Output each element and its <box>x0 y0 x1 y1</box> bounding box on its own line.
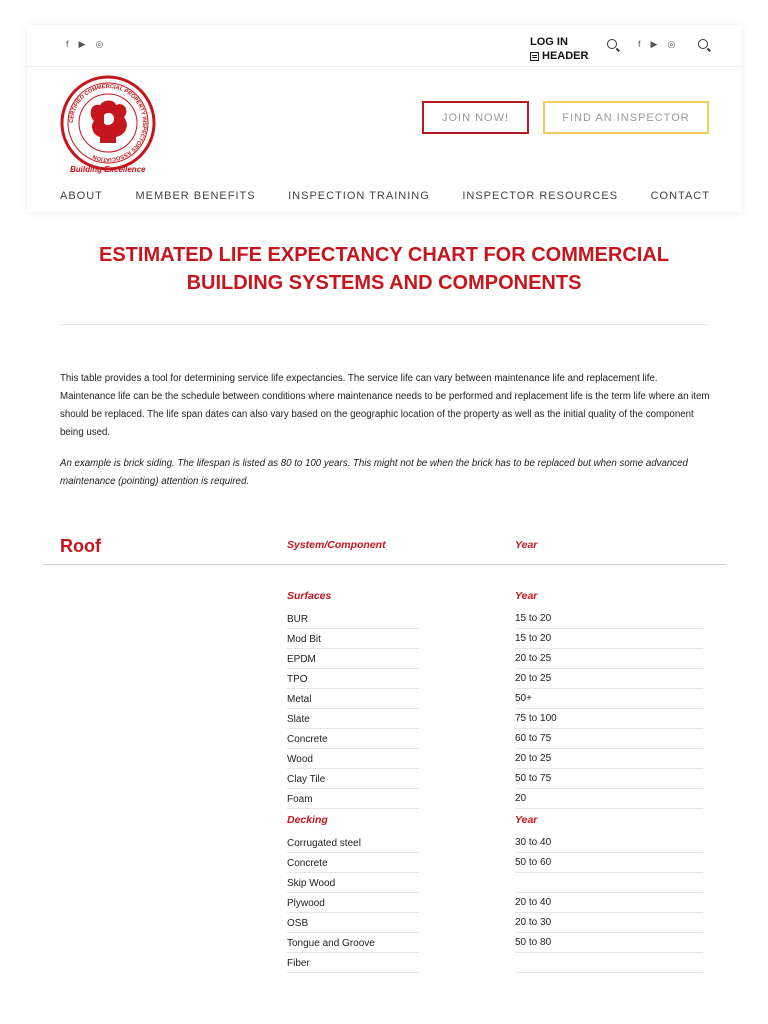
page-title: ESTIMATED LIFE EXPECTANCY CHART FOR COMMERCIAL BUILDING SYSTEMS AND COMPONENTS <box>99 244 669 294</box>
year-cell: 50 to 80 <box>515 933 703 953</box>
component-cell: OSB <box>287 913 419 933</box>
nav-item-inspector-resources[interactable]: INSPECTOR RESOURCES <box>462 190 619 202</box>
year-cell: 20 to 25 <box>515 649 703 669</box>
year-cell: 20 to 25 <box>515 749 703 769</box>
component-cell: TPO <box>287 669 419 689</box>
title-divider <box>60 324 708 325</box>
social-links-right <box>638 40 675 49</box>
component-cell: EPDM <box>287 649 419 669</box>
instagram-icon[interactable]: ◎ <box>95 39 104 49</box>
component-cell: Plywood <box>287 893 419 913</box>
year-cell: 20 to 30 <box>515 913 703 933</box>
component-cell: Skip Wood <box>287 873 419 893</box>
table-header-divider <box>43 564 726 565</box>
table-row <box>287 609 703 629</box>
year-cell: 15 to 20 <box>515 609 703 629</box>
component-cell: Concrete <box>287 853 419 873</box>
table-row <box>287 933 703 953</box>
search-icon[interactable] <box>698 39 708 49</box>
table-row <box>287 913 703 933</box>
table-row <box>287 953 703 973</box>
year-cell: 20 to 40 <box>515 893 703 913</box>
component-cell: Fiber <box>287 953 419 973</box>
nav-item-about[interactable]: ABOUT <box>60 190 103 202</box>
find-inspector-button[interactable]: FIND AN INSPECTOR <box>543 101 709 134</box>
section-heading-roof: Roof <box>60 536 101 556</box>
youtube-icon[interactable]: ▶ <box>650 39 658 49</box>
component-cell: Concrete <box>287 729 419 749</box>
table-row <box>287 873 703 893</box>
facebook-icon[interactable]: f <box>66 39 69 49</box>
social-links-left <box>66 40 103 49</box>
list-icon <box>530 52 539 61</box>
table-row <box>287 749 703 769</box>
table-row <box>287 649 703 669</box>
year-cell: 20 <box>515 789 703 809</box>
logo-tagline: Building Excellence <box>70 165 146 174</box>
column-header-year: Year <box>515 539 538 551</box>
topbar-divider <box>27 66 742 67</box>
nav-item-inspection-training[interactable]: INSPECTION TRAINING <box>288 190 430 202</box>
year-cell: 50+ <box>515 689 703 709</box>
year-cell: 20 to 25 <box>515 669 703 689</box>
example-paragraph: An example is brick siding. The lifespan is listed as 80 to 100 years. This might not be when the brick has to be replaced but when some advanced maintenance (pointing) attention is required. <box>60 458 688 487</box>
search-icon[interactable] <box>607 39 617 49</box>
year-cell: 50 to 75 <box>515 769 703 789</box>
component-cell: Mod Bit <box>287 629 419 649</box>
association-logo[interactable] <box>60 75 156 171</box>
component-cell: Corrugated steel <box>287 833 419 853</box>
table-group-header <box>287 585 703 609</box>
component-cell: Tongue and Groove <box>287 933 419 953</box>
table-row <box>287 769 703 789</box>
table-row <box>287 709 703 729</box>
group-year-label: Year <box>515 590 538 602</box>
year-cell: 50 to 60 <box>515 853 703 873</box>
nav-item-member-benefits[interactable]: MEMBER BENEFITS <box>135 190 256 202</box>
life-expectancy-table <box>287 585 703 973</box>
login-header-link[interactable] <box>530 35 588 63</box>
facebook-icon[interactable]: f <box>638 39 641 49</box>
group-name: Surfaces <box>287 590 332 602</box>
year-cell: 75 to 100 <box>515 709 703 729</box>
main-nav <box>60 190 710 202</box>
component-cell: Slate <box>287 709 419 729</box>
table-row <box>287 689 703 709</box>
join-now-button[interactable]: JOIN NOW! <box>422 101 529 134</box>
component-cell: Foam <box>287 789 419 809</box>
year-cell: 15 to 20 <box>515 629 703 649</box>
year-cell <box>515 953 703 973</box>
component-cell: Wood <box>287 749 419 769</box>
table-row <box>287 853 703 873</box>
instagram-icon[interactable]: ◎ <box>667 39 676 49</box>
table-row <box>287 629 703 649</box>
column-header-component: System/Component <box>287 539 386 551</box>
year-cell: 60 to 75 <box>515 729 703 749</box>
component-cell: Clay Tile <box>287 769 419 789</box>
component-cell: Metal <box>287 689 419 709</box>
youtube-icon[interactable]: ▶ <box>78 39 86 49</box>
header-label: HEADER <box>542 50 589 62</box>
component-cell: BUR <box>287 609 419 629</box>
table-group-header <box>287 809 703 833</box>
table-row <box>287 669 703 689</box>
intro-paragraph: This table provides a tool for determining service life expectancies. The service life can vary between maintenance life and replacement life. Maintenance life can be the schedule between conditions where maintenance needs to be performed and replacement life is the term life where an item should be replaced. The life span dates can also vary based on the geographic location of the property as well as the initial quality of the component being used. <box>60 373 710 438</box>
nav-item-contact[interactable]: CONTACT <box>650 190 710 202</box>
year-cell <box>515 873 703 893</box>
table-row <box>287 833 703 853</box>
logo-ring-text: CERTIFIED COMMERCIAL PROPERTY INSPECTORS ASSOCIATION <box>68 83 148 163</box>
table-row <box>287 789 703 809</box>
group-name: Decking <box>287 814 328 826</box>
table-row <box>287 893 703 913</box>
table-row <box>287 729 703 749</box>
year-cell: 30 to 40 <box>515 833 703 853</box>
group-year-label: Year <box>515 814 538 826</box>
login-label: LOG IN <box>530 36 568 48</box>
